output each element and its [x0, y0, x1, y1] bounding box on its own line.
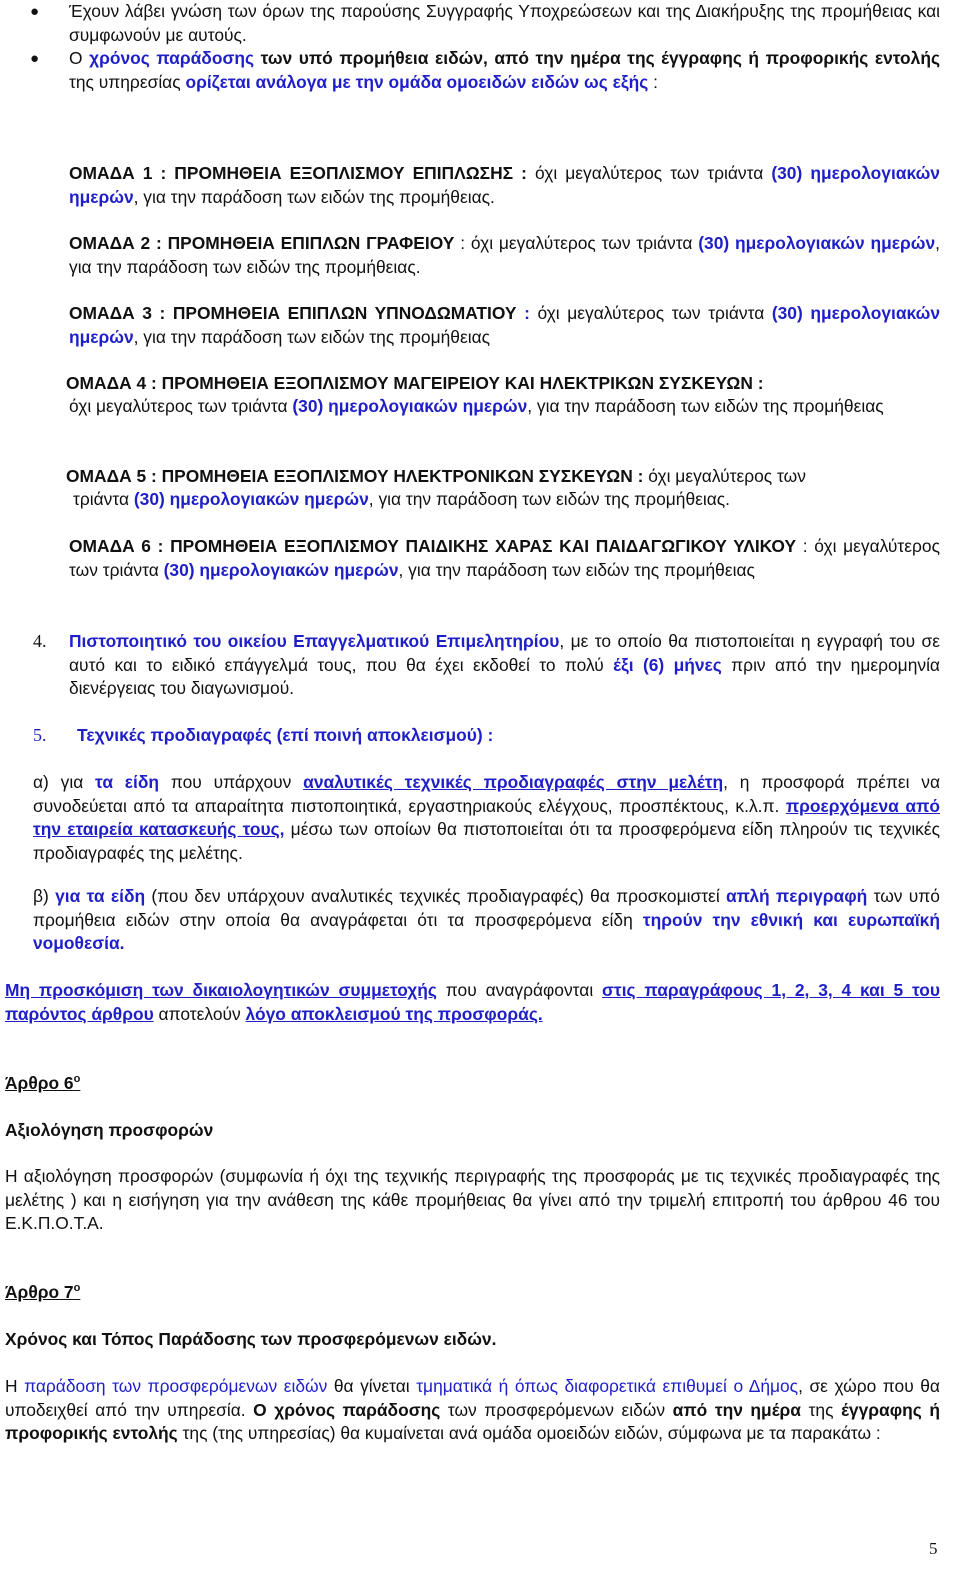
- group-4-body: [69, 395, 940, 419]
- group-5-days: (30) ημερολογιακών ημερών: [133, 489, 369, 509]
- bullet-2-orizetai: ορίζεται ανάλογα με την ομάδα ομοειδών ειδών ως εξής: [185, 71, 649, 92]
- item-4-t1: , με το οποίο θα πιστοποιείται η εγγραφή του σε αυτό και το ειδικό επάγγελμά τους, που θα έχει εκδοθεί το πολύ: [69, 631, 940, 675]
- group-1-not-more: όχι μεγαλύτερος των τριάντα: [526, 163, 772, 183]
- para-a-6: προερχόμενα από την εταιρεία κατασκευής τους,: [33, 795, 941, 839]
- group-3-colon: :: [516, 303, 530, 323]
- article-6-body: Η αξιολόγηση προσφορών (συμφωνία ή όχι της τεχνικής περιγραφής της προσφοράς με τις τεχνικές προδιαγραφές της μελέτης ) και η εισήγηση για την ανάθεση της κάθε προμήθειας θα γίνει από την τριμελή επιτροπή του άρθρου 46 του Ε.Κ.Π.Ο.Τ.Α.: [5, 1166, 940, 1233]
- article-7-p5: , σε χώρο που θα υποδειχθεί από την υπηρεσία.: [5, 1376, 940, 1420]
- group-4-title: ΟΜΑΔΑ 4 : ΠΡΟΜΗΘΕΙΑ ΕΞΟΠΛΙΣΜΟΥ ΜΑΓΕΙΡΕΙΟΥ ΚΑΙ ΗΛΕΚΤΡΙΚΩΝ ΣΥΣΚΕΥΩΝ :: [66, 373, 764, 393]
- exclusion-5: λόγο αποκλεισμού της προσφοράς.: [245, 1003, 543, 1024]
- exclusion-paragraph: [5, 979, 940, 1026]
- group-4-delivery: , για την παράδοση των ειδών της προμήθειας: [527, 396, 884, 416]
- para-a-5-comma: , η προσφορά πρέπει να συνοδεύεται από τα απαραίτητα πιστοποιητικά, εργαστηριακούς ελέγχους, προσπέκτους, κ.λ.π.: [33, 772, 941, 816]
- group-5-delivery: , για την παράδοση των ειδών της προμήθειας.: [368, 489, 730, 509]
- article-7-sup: ο: [73, 1282, 81, 1295]
- group-6-colon: :: [796, 536, 808, 556]
- article-7-p1: Η: [5, 1376, 25, 1396]
- group-5-title: ΟΜΑΔΑ 5 : ΠΡΟΜΗΘΕΙΑ ΕΞΟΠΛΙΣΜΟΥ ΗΛΕΚΤΡΟΝΙΚΩΝ ΣΥΣΚΕΥΩΝ :: [66, 466, 644, 486]
- bullet-2-t2: της υπηρεσίας: [69, 71, 186, 92]
- group-2-colon: :: [454, 233, 466, 253]
- bullet-1-body: Έχουν λάβει γνώση των όρων της παρούσης Συγγραφής Υποχρεώσεων και της Διακήρυξης της προμήθειας και συμφωνούν με αυτούς.: [69, 1, 940, 45]
- group-6-days: (30) ημερολογιακών ημερών: [163, 559, 399, 580]
- article-7-p3: θα γίνεται: [327, 1376, 417, 1396]
- article-7-p2: παράδοση των προσφερόμενων ειδών: [24, 1376, 328, 1396]
- article-7-p7: των προσφερόμενων ειδών: [440, 1399, 673, 1420]
- item-5-title: [77, 724, 493, 748]
- group-3-not-more: όχι μεγαλύτερος των τριάντα: [529, 303, 772, 323]
- article-7-heading-text: Άρθρο 7: [5, 1282, 74, 1302]
- article-6-heading-text: Άρθρο 6: [5, 1073, 74, 1093]
- group-2: [69, 232, 940, 279]
- article-6-heading: [5, 1072, 80, 1096]
- item-4-number: 4.: [33, 631, 47, 651]
- article-7-p6: Ο χρόνος παράδοσης: [253, 1399, 441, 1420]
- group-1-title: ΟΜΑΔΑ 1 : ΠΡΟΜΗΘΕΙΑ ΕΞΟΠΛΙΣΜΟΥ ΕΠΙΠΛΩΣΗΣ :: [69, 163, 527, 183]
- group-3: [69, 302, 940, 349]
- group-4-days: (30) ημερολογιακών ημερών: [292, 396, 528, 416]
- exclusion-3: στις παραγράφους 1, 2, 3, 4 και 5 του παρόντος άρθρου: [5, 980, 941, 1024]
- para-a-4: αναλυτικές τεχνικές προδιαγραφές στην μελέτη: [303, 772, 724, 792]
- bullet-icon: ●: [30, 50, 40, 67]
- para-a-2: τα είδη: [95, 772, 160, 792]
- bullet-icon: ●: [30, 3, 40, 20]
- article-6-subtitle: Αξιολόγηση προσφορών: [5, 1120, 214, 1140]
- group-3-days: (30) ημερολογιακών ημερών: [69, 303, 940, 347]
- article-7-heading: [5, 1281, 80, 1305]
- article-7-subtitle: Χρόνος και Τόπος Παράδοσης των προσφερόμενων ειδών.: [5, 1329, 497, 1349]
- group-5-trianta: τριάντα: [73, 489, 134, 509]
- group-4-title-line: [66, 372, 940, 396]
- item-4-six: έξι (6) μήνες: [613, 654, 722, 675]
- para-b-2: για τα είδη: [55, 886, 146, 906]
- group-5-not-more: όχι μεγαλύτερος των: [648, 466, 806, 486]
- group-1-delivery: , για την παράδοση των ειδών της προμήθειας.: [133, 186, 495, 207]
- group-6-delivery: , για την παράδοση των ειδών της προμήθειας: [398, 559, 755, 580]
- bullet-2-xronos: χρόνος παράδοσης: [89, 48, 255, 68]
- item-5-title-text: Τεχνικές προδιαγραφές (επί ποινή αποκλεισμού) :: [77, 725, 494, 745]
- bullet-2-t1: των υπό προμήθεια ειδών, από την ημέρα της έγγραφης ή προφορικής εντολής: [254, 48, 940, 68]
- group-6: [69, 535, 940, 582]
- bullet-1-text: [69, 0, 940, 47]
- group-5-body: [73, 488, 940, 512]
- para-b-3: (που δεν υπάρχουν αναλυτικές τεχνικές προδιαγραφές) θα προσκομιστεί: [145, 886, 726, 906]
- exclusion-2: που αναγράφονται: [436, 980, 603, 1000]
- exclusion-1: Μη προσκόμιση των δικαιολογητικών συμμετοχής: [5, 980, 437, 1000]
- para-b: [33, 885, 940, 956]
- para-a-3: που υπάρχουν: [159, 772, 304, 792]
- para-b-1: β): [33, 886, 56, 906]
- item-4-cert: Πιστοποιητικό του οικείου Επαγγελματικού Επιμελητηρίου: [69, 631, 560, 651]
- page-number: 5: [929, 1539, 938, 1558]
- bullet-2-o: Ο: [69, 48, 90, 68]
- item-5-number: 5.: [33, 725, 47, 745]
- para-b-5: των υπό προμήθεια ειδών στην οποία θα αναγράφεται ότι τα προσφερόμενα είδη: [33, 886, 940, 930]
- para-b-4: απλή περιγραφή: [725, 886, 868, 906]
- article-7-p9: της: [801, 1399, 842, 1420]
- bullet-2-text: [69, 47, 940, 94]
- group-2-days: (30) ημερολογιακών ημερών: [698, 233, 936, 253]
- group-3-delivery: , για την παράδοση των ειδών της προμήθειας: [133, 326, 491, 347]
- group-1-days: (30) ημερολογιακών ημερών: [69, 163, 940, 207]
- article-6-sup: ο: [73, 1073, 81, 1086]
- para-a-1: α) για: [33, 772, 96, 792]
- article-7-p11: της (της υπηρεσίας) θα κυμαίνεται ανά ομάδα ομοειδών ειδών, σύμφωνα με τα παρακάτω :: [177, 1423, 881, 1443]
- group-3-title: ΟΜΑΔΑ 3 : ΠΡΟΜΗΘΕΙΑ ΕΠΙΠΛΩΝ ΥΠΝΟΔΩΜΑΤΙΟΥ: [69, 303, 517, 323]
- para-a-7: μέσω των οποίων θα πιστοποιείται ότι τα προσφερόμενα είδη πληρούν τις τεχνικές προδιαγραφές της μελέτης.: [33, 819, 941, 863]
- group-2-delivery: , για την παράδοση των ειδών της προμήθειας.: [69, 233, 940, 277]
- exclusion-4: αποτελούν: [153, 1003, 246, 1024]
- para-a: [33, 771, 940, 865]
- article-7-body: [5, 1375, 940, 1446]
- article-7-p8: από την ημέρα: [672, 1399, 801, 1420]
- group-4-not-more: όχι μεγαλύτερος των τριάντα: [69, 396, 293, 416]
- article-7-p10: έγγραφης ή προφορικής εντολής: [5, 1399, 940, 1443]
- para-b-6: τηρούν την εθνική και ευρωπαϊκή νομοθεσία.: [33, 909, 941, 953]
- group-5-title-line: [66, 465, 940, 489]
- group-6-title: ΟΜΑΔΑ 6 : ΠΡΟΜΗΘΕΙΑ ΕΞΟΠΛΙΣΜΟΥ ΠΑΙΔΙΚΗΣ ΧΑΡΑΣ ΚΑΙ ΠΑΙΔΑΓΩΓΙΚΟΥ ΥΛΙΚΟΥ: [69, 536, 797, 556]
- article-7-p4: τμηματικά ή όπως διαφορετικά επιθυμεί ο Δήμος: [416, 1376, 799, 1396]
- bullet-2-t3: :: [648, 71, 658, 92]
- group-6-not-more: όχι μεγαλύτερος των τριάντα: [69, 536, 940, 580]
- item-4-t2: πριν από την ημερομηνία διενέργειας του διαγωνισμού.: [69, 654, 940, 698]
- group-2-not-more: όχι μεγαλύτερος των τριάντα: [465, 233, 699, 253]
- item-4-text: [69, 630, 940, 701]
- group-1: [69, 162, 940, 209]
- group-2-title: ΟΜΑΔΑ 2 : ΠΡΟΜΗΘΕΙΑ ΕΠΙΠΛΩΝ ΓΡΑΦΕΙΟΥ: [69, 233, 455, 253]
